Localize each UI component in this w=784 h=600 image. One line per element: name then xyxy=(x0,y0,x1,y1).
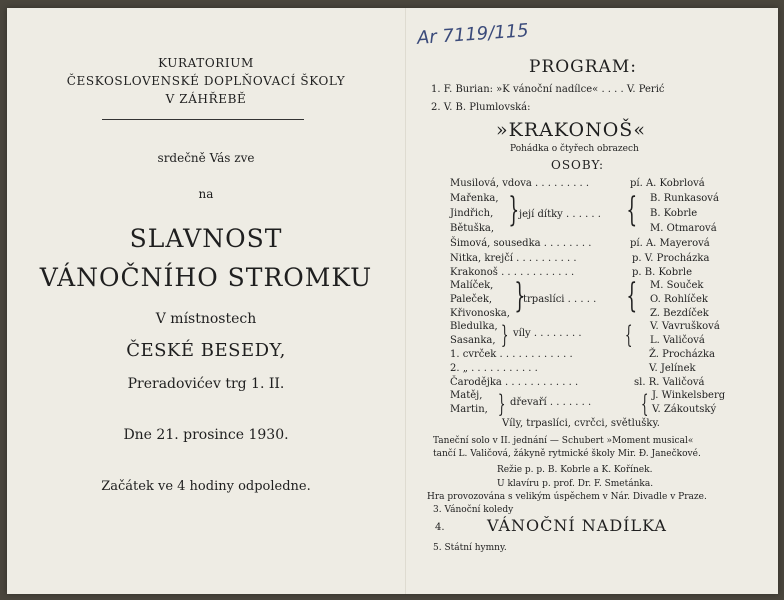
cast-extras: Víly, trpaslíci, cvrčci, světlušky. xyxy=(502,418,660,429)
cast-name: Malíček, xyxy=(450,280,494,291)
program-item-5: 5. Státní hymny. xyxy=(433,543,507,553)
cast-actor: V. Zákoutský xyxy=(652,404,717,415)
title-line-1: SLAVNOST xyxy=(129,224,283,253)
cast-name: Sasanka, xyxy=(450,335,496,346)
program-item-4-number: 4. xyxy=(435,522,445,533)
cast-row: Šimová, sousedka . . . . . . . . xyxy=(450,238,592,249)
address: Preradovićev trg 1. II. xyxy=(127,376,285,392)
program-sheet xyxy=(7,8,778,594)
cast-row: Musilová, vdova . . . . . . . . . xyxy=(450,178,590,189)
title-line-2: VÁNOČNÍHO STROMKU xyxy=(39,263,373,292)
cast-actor: B. Runkasová xyxy=(650,193,719,204)
brace-icon: { xyxy=(626,276,638,316)
cast-name: Křivonoska, xyxy=(450,308,510,319)
cast-actor: O. Rohlíček xyxy=(650,294,708,305)
na-text: na xyxy=(198,187,214,201)
program-item-2: 2. V. B. Plumlovská: xyxy=(431,102,531,113)
cast-name: Jindřich, xyxy=(450,208,494,219)
cast-row: Čarodějka . . . . . . . . . . . . xyxy=(450,377,579,388)
play-title: »KRAKONOŠ« xyxy=(496,119,646,141)
cast-actor: L. Valičová xyxy=(650,335,705,346)
archive-handwriting: Ar 7119/115 xyxy=(416,20,530,49)
date: Dne 21. prosince 1930. xyxy=(123,427,289,443)
cast-role: její dítky . . . . . . xyxy=(519,209,601,220)
cast-role: dřevaří . . . . . . . xyxy=(510,397,592,408)
brace-icon: } xyxy=(508,190,520,230)
cast-name: Bětuška, xyxy=(450,223,495,234)
cast-name: Bledulka, xyxy=(450,321,498,332)
invitation-panel xyxy=(7,8,405,594)
brace-icon: { xyxy=(624,321,633,349)
cast-actor: M. Otmarová xyxy=(650,223,717,234)
brace-icon: } xyxy=(497,390,506,418)
divider xyxy=(102,119,304,120)
org-line-1: KURATORIUM xyxy=(158,56,254,70)
cast-actor: p. V. Procházka xyxy=(632,253,710,264)
cast-actor: Ž. Procházka xyxy=(649,349,715,360)
cast-name: Martin, xyxy=(450,404,488,415)
program-title: PROGRAM: xyxy=(529,57,637,77)
brace-icon: { xyxy=(626,190,638,230)
dance-line-1: Taneční solo v II. jednání — Schubert »Moment musical« xyxy=(433,436,694,446)
cast-actor: pí. A. Mayerová xyxy=(630,238,710,249)
cast-name: Paleček, xyxy=(450,294,493,305)
brace-icon: } xyxy=(500,321,509,349)
org-line-2: ČESKOSLOVENSKÉ DOPLŇOVACÍ ŠKOLY xyxy=(66,74,346,88)
performed-note: Hra provozována s velikým úspěchem v Nár. Divadle v Praze. xyxy=(427,492,707,502)
cast-role: víly . . . . . . . . xyxy=(513,328,582,339)
cast-row: 2. „ . . . . . . . . . . . xyxy=(450,363,538,374)
dance-line-2: tančí L. Valičová, žákyně rytmické školy Mir. Đ. Janečkové. xyxy=(433,449,701,459)
program-item-3: 3. Vánoční koledy xyxy=(433,505,514,515)
piano: U klavíru p. prof. Dr. F. Smetánka. xyxy=(497,479,654,489)
start-time: Začátek ve 4 hodiny odpoledne. xyxy=(101,479,311,494)
cast-name: Mařenka, xyxy=(450,193,499,204)
cast-name: Matěj, xyxy=(450,390,483,401)
brace-icon: { xyxy=(640,390,649,418)
cast-row: Nitka, krejčí . . . . . . . . . . xyxy=(450,253,577,264)
cast-row: 1. cvrček . . . . . . . . . . . . xyxy=(450,349,573,360)
cast-actor: V. Vavrušková xyxy=(650,321,720,332)
cast-actor: Z. Bezdíček xyxy=(650,308,709,319)
cast-actor: M. Souček xyxy=(650,280,704,291)
cast-actor: B. Kobrle xyxy=(650,208,698,219)
direction: Režie p. p. B. Kobrle a K. Kořínek. xyxy=(497,465,653,475)
brace-icon: } xyxy=(514,276,526,316)
cast-heading: OSOBY: xyxy=(551,158,604,172)
play-subtitle: Pohádka o čtyřech obrazech xyxy=(510,144,639,154)
cast-actor: V. Jelínek xyxy=(649,363,696,374)
program-panel xyxy=(407,8,778,594)
cast-row: Krakonoš . . . . . . . . . . . . xyxy=(450,267,575,278)
org-line-3: V ZÁHŘEBĚ xyxy=(165,92,247,106)
venue-intro: V místnostech xyxy=(155,311,257,327)
program-item-1: 1. F. Burian: »K vánoční nadílce« . . . . V. Perić xyxy=(431,84,665,95)
cast-actor: p. B. Kobrle xyxy=(632,267,692,278)
program-item-4-title: VÁNOČNÍ NADÍLKA xyxy=(487,516,667,535)
cast-actor: pí. A. Kobrlová xyxy=(630,178,705,189)
invite-text: srdečně Vás zve xyxy=(157,151,255,165)
venue-name: ČESKÉ BESEDY, xyxy=(126,340,286,361)
cast-actor: J. Winkelsberg xyxy=(652,390,726,401)
cast-actor: sl. R. Valičová xyxy=(634,377,705,388)
cast-role: trpaslíci . . . . . xyxy=(523,294,597,305)
